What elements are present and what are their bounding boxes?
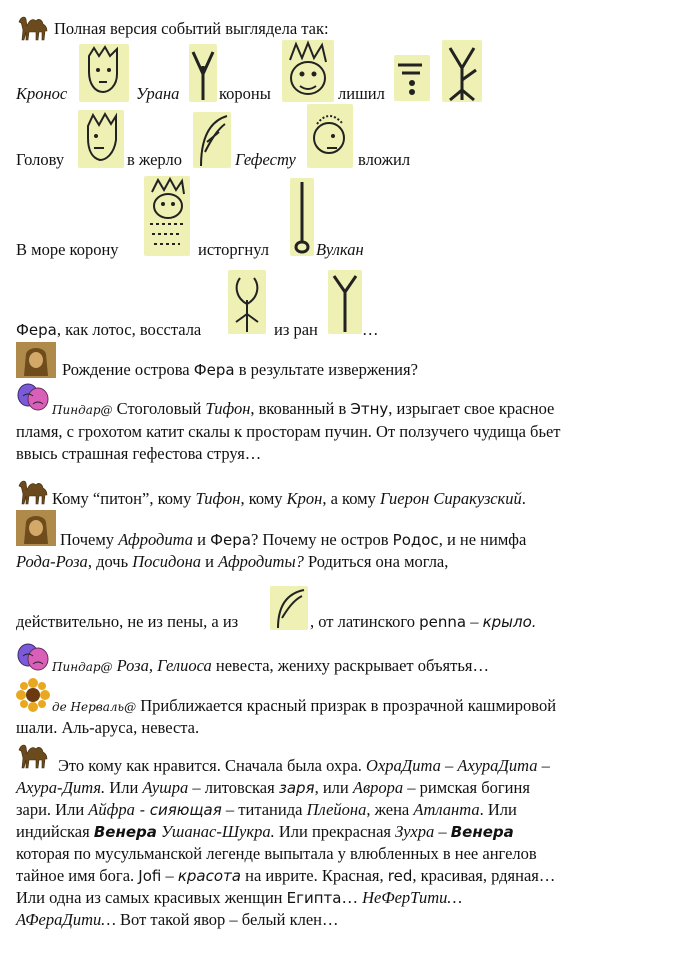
glyph-crowned-head (282, 40, 334, 102)
gefestu-name: Гефесту (235, 150, 296, 169)
lishil-text: лишил (338, 84, 385, 103)
theatre-masks-icon (16, 382, 50, 412)
nerval-speaker: де Нерваль@ (52, 700, 137, 714)
iz-ran-text: из ран (274, 320, 318, 339)
intro-text: Полная версия событий выглядела так: (54, 19, 329, 38)
hieron-name: Гиерон Сиракузский (379, 489, 522, 508)
q2-line3-a: действительно, не из пены, а из (16, 612, 239, 631)
q1-rest: в результате извержения? (234, 360, 418, 379)
venera-word: Венера (93, 823, 157, 841)
glyph-head-leaves (307, 104, 353, 168)
glyph-head-crown (78, 110, 124, 168)
korony-text: короны (219, 84, 271, 103)
golovu-text: Голову (16, 150, 65, 169)
fera-name: Фера (16, 321, 57, 339)
rodos-name: Родос (392, 531, 439, 549)
sunflower-icon (16, 678, 50, 712)
camel-icon (16, 476, 50, 506)
etna-name: Этну (350, 400, 389, 418)
camel-icon (16, 740, 50, 770)
nerval-line2: шали. Аль-аруса, невеста. (16, 718, 200, 737)
lotus-text: , как лотос, восстала (56, 320, 202, 339)
pindar1-line3: ввысь страшная гефестова струя… (16, 444, 262, 463)
ellipsis-text: … (362, 320, 379, 339)
q1-fera: Фера (193, 361, 235, 379)
v-more-text: В море корону (16, 240, 119, 259)
egyptian-head-icon (16, 510, 56, 546)
glyph-feather (193, 112, 231, 168)
egipta-word: Египта (286, 889, 342, 907)
final-line5: которая по мусульманской легенде выпытала у влюбленных в нее ангелов (16, 844, 537, 863)
glyph-staff (290, 178, 314, 256)
camel-icon (16, 12, 50, 42)
glyph-branch (189, 44, 217, 102)
glyph-crown-face (79, 44, 129, 102)
istorgnul-text: исторгнул (198, 240, 270, 259)
glyph-dots (394, 55, 430, 101)
glyph-crowned-figure (144, 176, 190, 256)
vlozhil-text: вложил (358, 150, 411, 169)
pindar1-line2: пламя, с грохотом катит скалы к просторам пучин. От ползучего чудища бьет (16, 422, 561, 441)
egyptian-head-icon (16, 342, 56, 378)
v-zherlo-text: в жерло (127, 150, 182, 169)
vulkan-name: Вулкан (316, 240, 364, 259)
pindar-speaker: Пиндар@ (52, 403, 113, 417)
kronos-name: Кронос (16, 84, 68, 103)
penna-word: penna (419, 613, 467, 631)
q1-text: Рождение острова (62, 360, 190, 379)
theatre-masks-icon (16, 642, 50, 672)
glyph-sprout (328, 270, 362, 334)
glyph-feather (270, 586, 308, 630)
glyph-tree (442, 40, 482, 102)
krylo-word: крыло. (482, 613, 537, 631)
glyph-lotus (228, 270, 266, 334)
tifon-name: Тифон (205, 399, 251, 418)
uran-name: Урана (136, 84, 180, 103)
